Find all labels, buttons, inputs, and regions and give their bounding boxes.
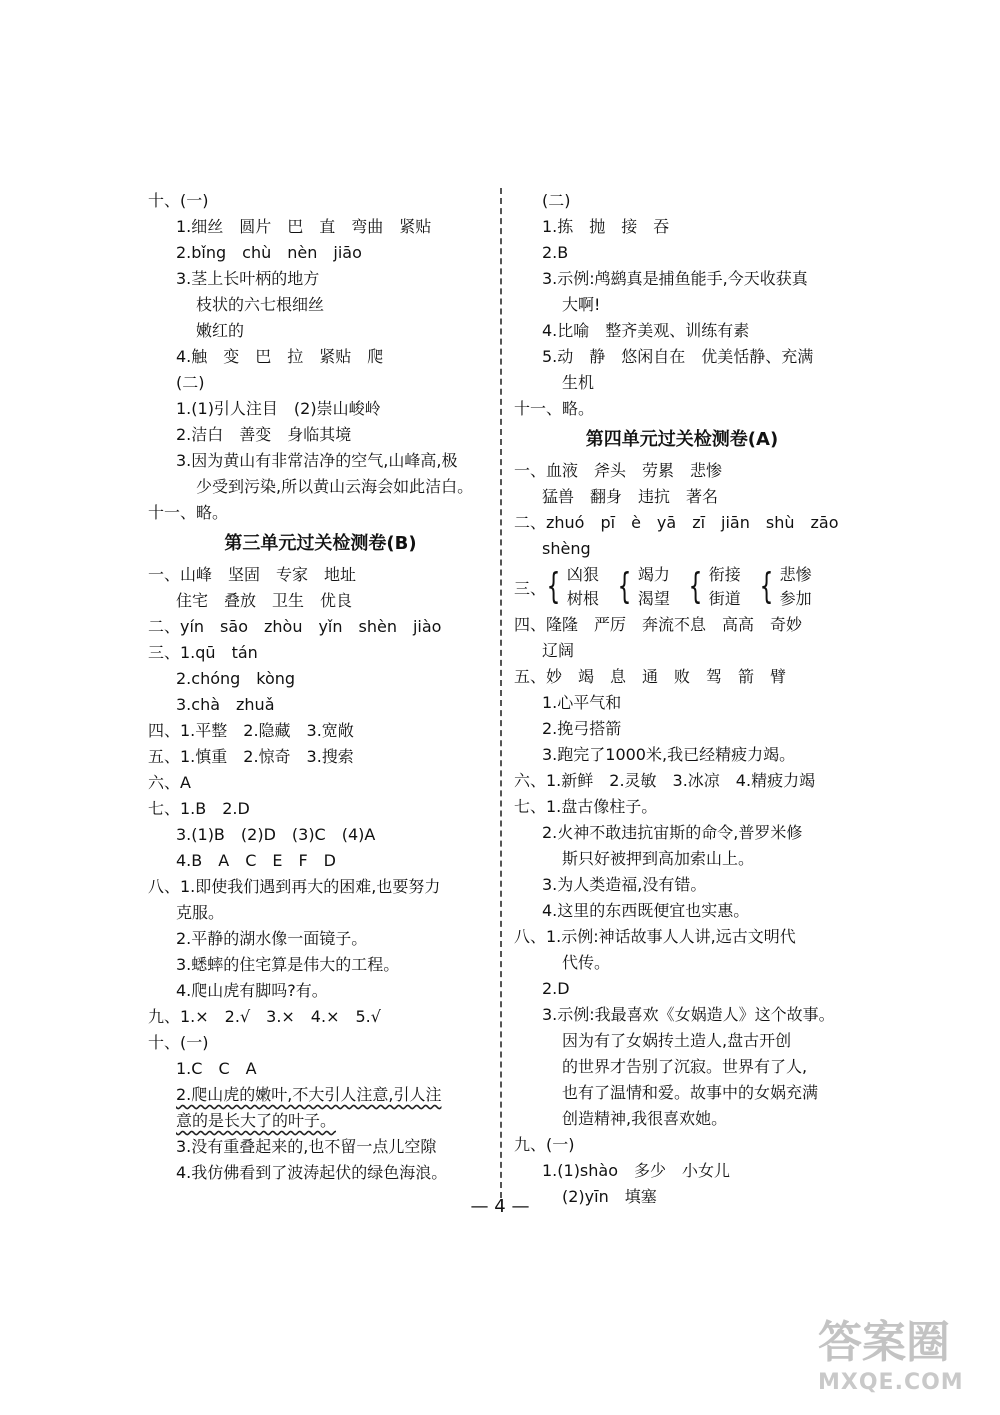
curly-brace: { — [688, 566, 703, 607]
answer-line — [148, 718, 493, 744]
answer-text: 大啊! — [562, 295, 601, 314]
answer-line — [514, 344, 850, 370]
answer-line — [514, 690, 850, 716]
answer-line — [514, 768, 850, 794]
answer-line — [514, 484, 850, 510]
answer-text: 3.跑完了1000米,我已经精疲力竭。 — [542, 745, 796, 764]
answer-line — [148, 188, 493, 214]
answer-line — [514, 1158, 850, 1184]
answer-line — [148, 822, 493, 848]
section-heading: 第四单元过关检测卷(A) — [585, 429, 779, 450]
answer-line — [514, 510, 850, 536]
answer-text: 4.我仿佛看到了波涛起伏的绿色海浪。 — [176, 1163, 448, 1182]
answer-text: 四、1.平整 2.隐藏 3.宽敞 — [148, 721, 354, 740]
answer-line — [148, 874, 493, 900]
answer-text: 五、妙 竭 息 通 败 驾 箭 臂 — [514, 667, 787, 686]
watermark-url: MXQE.COM — [818, 1370, 964, 1395]
answer-line — [148, 1134, 493, 1160]
answer-text: 2.D — [542, 979, 570, 998]
answer-text: 三、1.qū tán — [148, 643, 258, 662]
section-heading: 第三单元过关检测卷(B) — [224, 533, 417, 554]
answer-line — [148, 978, 493, 1004]
answer-text: 3.chà zhuǎ — [176, 695, 275, 714]
brace-word: 衔接 — [708, 565, 741, 584]
left-column — [148, 188, 493, 1186]
answer-text: 4.爬山虎有脚吗?有。 — [176, 981, 328, 1000]
answer-line — [148, 1108, 493, 1134]
answer-text: 九、1.× 2.√ 3.× 4.× 5.√ — [148, 1007, 381, 1026]
brace-word: 渴望 — [637, 589, 670, 608]
watermark-logo — [818, 1318, 998, 1413]
answer-line — [148, 1056, 493, 1082]
answer-text: 也有了温情和爱。故事中的女娲充满 — [562, 1083, 819, 1102]
answer-line — [148, 1030, 493, 1056]
brace-word: 树根 — [566, 589, 599, 608]
answer-text: 1.拣 抛 接 吞 — [542, 217, 670, 236]
brace-word: 悲惨 — [779, 565, 812, 584]
answer-text: 2.bǐng chù nèn jiāo — [176, 243, 362, 262]
answer-text: 七、1.盘古像柱子。 — [514, 797, 658, 816]
brace-group — [755, 563, 812, 611]
answer-line — [148, 796, 493, 822]
answer-text: 1.心平气和 — [542, 693, 622, 712]
answer-line — [148, 1004, 493, 1030]
answer-text: 1.(1)shào 多少 小女儿 — [542, 1161, 731, 1180]
answer-line — [148, 370, 493, 396]
answer-line — [514, 716, 850, 742]
answer-line — [148, 926, 493, 952]
answer-text: 六、A — [148, 773, 191, 792]
watermark-title: 答案圈 — [818, 1317, 950, 1368]
answer-line — [148, 848, 493, 874]
answer-text: 4.比喻 整齐美观、训练有素 — [542, 321, 750, 340]
answer-line — [514, 1106, 850, 1132]
answer-line — [514, 872, 850, 898]
answer-text: 2.平静的湖水像一面镜子。 — [176, 929, 368, 948]
answer-text: (2)yīn 填塞 — [562, 1187, 657, 1206]
answer-line — [148, 214, 493, 240]
curly-brace: { — [759, 566, 774, 607]
curly-brace: { — [617, 566, 632, 607]
answer-text: 因为有了女娲抟土造人,盘古开创 — [562, 1031, 792, 1050]
answer-text: 的世界才告别了沉寂。世界有了人, — [562, 1057, 808, 1076]
brace-word: 参加 — [779, 589, 812, 608]
brace-word: 街道 — [708, 589, 741, 608]
answer-text: 3.茎上长叶柄的地方 — [176, 269, 320, 288]
answer-line — [514, 820, 850, 846]
answer-text: 3.蟋蟀的住宅算是伟大的工程。 — [176, 955, 400, 974]
brace-word: 竭力 — [637, 565, 670, 584]
answer-line — [148, 562, 493, 588]
answer-text: 意的是长大了的叶子。 — [176, 1111, 337, 1130]
answer-line — [514, 794, 850, 820]
answer-line — [148, 344, 493, 370]
answer-line — [148, 448, 493, 474]
answer-line — [148, 588, 493, 614]
brace-group — [542, 563, 599, 611]
answer-text: 七、1.B 2.D — [148, 799, 250, 818]
answer-line — [148, 474, 493, 500]
answer-line — [148, 614, 493, 640]
answer-text: 2.爬山虎的嫩叶,不大引人注意,引人注 — [176, 1085, 442, 1104]
answer-line — [514, 1132, 850, 1158]
brace-group — [613, 563, 670, 611]
answer-text: 3.为人类造福,没有错。 — [542, 875, 707, 894]
answer-text: 3.没有重叠起来的,也不留一点儿空隙 — [176, 1137, 437, 1156]
answer-text: 2.B — [542, 243, 569, 262]
answer-text: 1.(1)引人注目 (2)崇山峻岭 — [176, 399, 381, 418]
answer-line — [514, 612, 850, 638]
answer-line — [514, 898, 850, 924]
answer-text: 3.因为黄山有非常洁净的空气,山峰高,极 — [176, 451, 458, 470]
answer-line — [514, 396, 850, 422]
answer-text: 4.触 变 巴 拉 紧贴 爬 — [176, 347, 384, 366]
brace-word: 凶狠 — [566, 565, 599, 584]
answer-text: 一、血液 斧头 劳累 悲惨 — [514, 461, 723, 480]
answer-text: 4.B A C E F D — [176, 851, 336, 870]
answer-line — [148, 770, 493, 796]
answer-text: 六、1.新鲜 2.灵敏 3.冰凉 4.精疲力竭 — [514, 771, 816, 790]
answer-line — [148, 900, 493, 926]
answer-text: 枝状的六七根细丝 — [196, 295, 325, 314]
answer-text: 十一、略。 — [148, 503, 229, 522]
answer-text: 克服。 — [176, 903, 225, 922]
answer-line — [514, 214, 850, 240]
answer-line — [514, 976, 850, 1002]
answer-line — [148, 318, 493, 344]
curly-brace: { — [546, 566, 561, 607]
answer-line — [514, 638, 850, 664]
answer-line — [148, 500, 493, 526]
answer-text: 二、yín sāo zhòu yǐn shèn jiào — [148, 617, 442, 636]
answer-line — [514, 240, 850, 266]
answer-line — [514, 1080, 850, 1106]
answer-line — [514, 742, 850, 768]
answer-line — [148, 1082, 493, 1108]
answer-text: shèng — [542, 539, 591, 558]
answer-line — [514, 1028, 850, 1054]
answer-text: 3.(1)B (2)D (3)C (4)A — [176, 825, 376, 844]
answer-text: 二、zhuó pī è yā zī jiān shù zāo — [514, 513, 839, 532]
answer-line — [148, 1160, 493, 1186]
answer-line — [148, 422, 493, 448]
answer-line — [148, 666, 493, 692]
answer-text: 1.细丝 圆片 巴 直 弯曲 紧贴 — [176, 217, 432, 236]
answer-text: 九、(一) — [514, 1135, 575, 1154]
answer-line — [148, 396, 493, 422]
answer-text: 嫩红的 — [196, 321, 245, 340]
answer-text: 2.chóng kòng — [176, 669, 296, 688]
column-divider — [500, 188, 502, 1198]
answer-line — [514, 370, 850, 396]
answer-text: 五、1.慎重 2.惊奇 3.搜索 — [148, 747, 354, 766]
answer-text: 八、1.示例:神话故事人人讲,远古文明代 — [514, 927, 796, 946]
answer-text: 2.洁白 善变 身临其境 — [176, 425, 352, 444]
answer-text: 斯只好被押到高加索山上。 — [562, 849, 755, 868]
answer-line — [148, 292, 493, 318]
answer-line — [514, 292, 850, 318]
answer-text: 生机 — [562, 373, 595, 392]
answer-text: 住宅 叠放 卫生 优良 — [176, 591, 353, 610]
answer-text: 创造精神,我很喜欢她。 — [562, 1109, 728, 1128]
answer-text: 2.火神不敢违抗宙斯的命令,普罗米修 — [542, 823, 803, 842]
answer-text: 少受到污染,所以黄山云海会如此洁白。 — [196, 477, 474, 496]
answer-text: 十、(一) — [148, 191, 209, 210]
right-column — [514, 188, 850, 1210]
answer-line — [148, 640, 493, 666]
answer-line — [514, 318, 850, 344]
brace-group — [684, 563, 741, 611]
brace-group-row — [514, 562, 850, 612]
answer-text: 猛兽 翻身 违抗 著名 — [542, 487, 719, 506]
answer-line — [514, 188, 850, 214]
answer-line — [514, 458, 850, 484]
answer-text: (二) — [542, 191, 571, 210]
answer-text: 2.挽弓搭箭 — [542, 719, 622, 738]
answer-text: 四、隆隆 严厉 奔流不息 高高 奇妙 — [514, 615, 803, 634]
answer-text: 十一、略。 — [514, 399, 595, 418]
answer-text: 3.示例:鸬鹚真是捕鱼能手,今天收获真 — [542, 269, 808, 288]
answer-text: (二) — [176, 373, 205, 392]
answer-text: 辽阔 — [542, 641, 575, 660]
answer-text: 八、1.即使我们遇到再大的困难,也要努力 — [148, 877, 441, 896]
answer-line — [148, 240, 493, 266]
answer-text: 3.示例:我最喜欢《女娲造人》这个故事。 — [542, 1005, 835, 1024]
answer-line — [514, 266, 850, 292]
answer-line — [148, 266, 493, 292]
answer-text: 十、(一) — [148, 1033, 209, 1052]
answer-line — [148, 692, 493, 718]
brace-row-label: 三、 — [514, 578, 547, 598]
answer-line — [514, 924, 850, 950]
answer-text: 一、山峰 坚固 专家 地址 — [148, 565, 357, 584]
answer-text: 1.C C A — [176, 1059, 257, 1078]
answer-text: 代传。 — [562, 953, 611, 972]
answer-text: 4.这里的东西既便宜也实惠。 — [542, 901, 750, 920]
answer-line — [514, 950, 850, 976]
answer-line — [514, 846, 850, 872]
answer-line — [514, 664, 850, 690]
answer-text: 5.动 静 悠闲自在 优美恬静、充满 — [542, 347, 814, 366]
page-number: — 4 — — [470, 1196, 530, 1217]
answer-line — [148, 952, 493, 978]
answer-line — [514, 1002, 850, 1028]
answer-line — [148, 744, 493, 770]
answer-line — [514, 1054, 850, 1080]
answer-line — [514, 536, 850, 562]
